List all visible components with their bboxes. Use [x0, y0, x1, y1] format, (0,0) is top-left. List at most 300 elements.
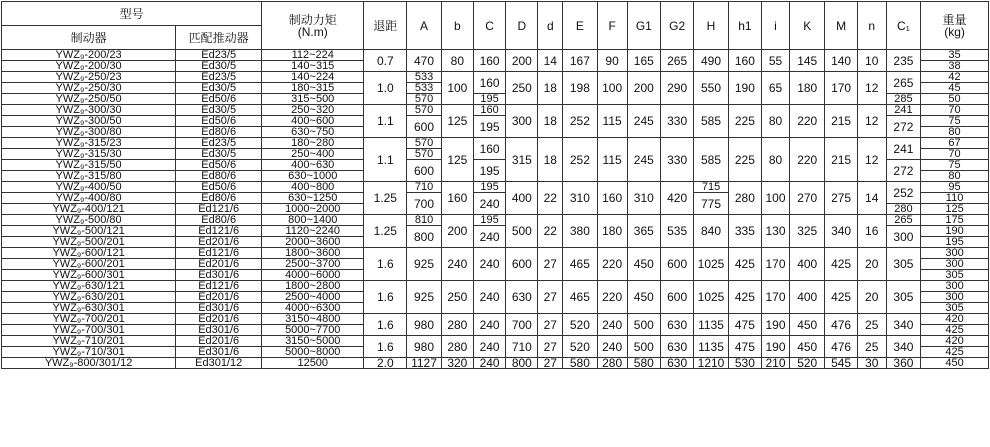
table-row — [2, 281, 989, 292]
cell-torque: 400~600 — [262, 116, 364, 127]
cell-torque: 12500 — [262, 358, 364, 369]
cell-weight: 35 — [921, 50, 989, 61]
cell-weight: 110 — [921, 193, 989, 204]
cell-n: 20 — [857, 248, 886, 281]
cell-d: 27 — [538, 314, 563, 336]
cell-F: 115 — [597, 138, 627, 182]
cell-torque: 3150~4800 — [262, 314, 364, 325]
cell-pusher: Ed201/6 — [176, 314, 262, 325]
cell-retreat: 1.0 — [364, 72, 407, 105]
header-b: b — [441, 2, 473, 50]
cell-n: 12 — [857, 72, 886, 105]
cell-F: 220 — [597, 281, 627, 314]
cell-h1: 225 — [728, 138, 761, 182]
cell-E: 252 — [563, 105, 597, 138]
cell-model: YWZ₉-200/30 — [2, 61, 176, 72]
cell-b: 80 — [441, 50, 473, 72]
cell-torque: 630~1000 — [262, 171, 364, 182]
header-K: K — [789, 2, 824, 50]
header-H: H — [694, 2, 728, 50]
cell-E: 167 — [563, 50, 597, 72]
cell-pusher: Ed201/6 — [176, 336, 262, 347]
cell-n: 30 — [857, 358, 886, 369]
cell-i: 170 — [762, 281, 790, 314]
cell-pusher: Ed121/6 — [176, 226, 262, 237]
cell-i: 55 — [762, 50, 790, 72]
cell-d: 18 — [538, 105, 563, 138]
cell-weight: 70 — [921, 149, 989, 160]
cell-weight: 300 — [921, 248, 989, 259]
cell-model: YWZ₉-600/121 — [2, 248, 176, 259]
table-row — [2, 138, 989, 149]
cell-d: 18 — [538, 138, 563, 182]
cell-n: 20 — [857, 281, 886, 314]
cell-C: 160 — [473, 50, 505, 72]
cell-retreat: 1.6 — [364, 248, 407, 281]
cell-G1: 450 — [627, 248, 660, 281]
cell-model: YWZ₉-250/30 — [2, 83, 176, 94]
cell-D: 630 — [506, 281, 538, 314]
cell-E: 380 — [563, 215, 597, 248]
header-torque — [262, 2, 364, 50]
cell-torque: 2500~4000 — [262, 292, 364, 303]
cell-A: 710 — [407, 182, 441, 193]
cell-C: 240 — [473, 281, 505, 314]
cell-G1: 245 — [627, 138, 660, 182]
cell-C: 240 — [473, 248, 505, 281]
cell-b: 280 — [441, 314, 473, 336]
cell-weight: 305 — [921, 270, 989, 281]
header-brake: 制动器 — [2, 26, 176, 50]
cell-model: YWZ₉-315/50 — [2, 160, 176, 171]
cell-D: 710 — [506, 336, 538, 358]
cell-i: 80 — [762, 138, 790, 182]
cell-model: YWZ₉-630/201 — [2, 292, 176, 303]
cell-E: 252 — [563, 138, 597, 182]
header-G1: G1 — [627, 2, 660, 50]
cell-weight: 420 — [921, 336, 989, 347]
cell-G2: 330 — [660, 138, 693, 182]
cell-C: 160 — [473, 105, 505, 116]
cell-pusher: Ed301/6 — [176, 270, 262, 281]
cell-i: 65 — [762, 72, 790, 105]
cell-K: 400 — [789, 281, 824, 314]
header-n: n — [857, 2, 886, 50]
table-row — [2, 314, 989, 325]
cell-retreat: 2.0 — [364, 358, 407, 369]
cell-pusher: Ed30/5 — [176, 83, 262, 94]
cell-b: 280 — [441, 336, 473, 358]
cell-h1: 225 — [728, 105, 761, 138]
cell-A: 570 — [407, 94, 441, 105]
cell-C: 240 — [473, 226, 505, 248]
header-torque-unit: (N.m) — [297, 24, 328, 39]
cell-H: 490 — [694, 50, 728, 72]
cell-model: YWZ₉-500/201 — [2, 237, 176, 248]
cell-torque: 1800~3600 — [262, 248, 364, 259]
header-retreat: 退距 — [364, 2, 407, 50]
cell-G1: 310 — [627, 182, 660, 215]
cell-torque: 315~500 — [262, 94, 364, 105]
cell-C: 195 — [473, 160, 505, 182]
cell-retreat: 1.6 — [364, 336, 407, 358]
cell-M: 215 — [825, 138, 857, 182]
cell-i: 210 — [762, 358, 790, 369]
cell-pusher: Ed201/6 — [176, 259, 262, 270]
cell-E: 310 — [563, 182, 597, 215]
cell-h1: 190 — [728, 72, 761, 105]
cell-C1: 272 — [886, 116, 920, 138]
cell-K: 220 — [789, 138, 824, 182]
cell-i: 170 — [762, 248, 790, 281]
cell-K: 450 — [789, 314, 824, 336]
header-D: D — [506, 2, 538, 50]
table-row — [2, 215, 989, 226]
cell-H: 1025 — [694, 248, 728, 281]
cell-G2: 630 — [660, 336, 693, 358]
cell-model: YWZ₉-700/201 — [2, 314, 176, 325]
cell-torque: 180~315 — [262, 83, 364, 94]
cell-A: 810 — [407, 215, 441, 226]
header-A: A — [407, 2, 441, 50]
cell-M: 340 — [825, 215, 857, 248]
header-row-1 — [2, 2, 989, 26]
cell-weight: 67 — [921, 138, 989, 149]
cell-torque: 3150~5000 — [262, 336, 364, 347]
cell-A: 570 — [407, 105, 441, 116]
cell-model: YWZ₉-700/301 — [2, 325, 176, 336]
cell-retreat: 1.6 — [364, 281, 407, 314]
cell-torque: 5000~8000 — [262, 347, 364, 358]
cell-pusher: Ed201/6 — [176, 292, 262, 303]
cell-weight: 75 — [921, 116, 989, 127]
cell-C1: 272 — [886, 160, 920, 182]
cell-H: 1210 — [694, 358, 728, 369]
cell-K: 520 — [789, 358, 824, 369]
cell-weight: 300 — [921, 281, 989, 292]
cell-M: 425 — [825, 281, 857, 314]
cell-weight: 425 — [921, 325, 989, 336]
cell-A: 980 — [407, 314, 441, 336]
cell-pusher: Ed80/6 — [176, 171, 262, 182]
cell-A: 533 — [407, 72, 441, 83]
cell-n: 25 — [857, 336, 886, 358]
cell-pusher: Ed50/6 — [176, 160, 262, 171]
cell-M: 476 — [825, 314, 857, 336]
cell-pusher: Ed301/6 — [176, 347, 262, 358]
cell-weight: 300 — [921, 259, 989, 270]
cell-d: 22 — [538, 215, 563, 248]
table-row — [2, 182, 989, 193]
cell-weight: 80 — [921, 127, 989, 138]
cell-C1: 305 — [886, 281, 920, 314]
cell-pusher: Ed121/6 — [176, 204, 262, 215]
cell-n: 25 — [857, 314, 886, 336]
cell-weight: 420 — [921, 314, 989, 325]
cell-pusher: Ed50/6 — [176, 182, 262, 193]
cell-A: 925 — [407, 248, 441, 281]
cell-d: 18 — [538, 72, 563, 105]
cell-C: 160 — [473, 138, 505, 160]
cell-H: 550 — [694, 72, 728, 105]
cell-model: YWZ₉-710/201 — [2, 336, 176, 347]
cell-F: 100 — [597, 72, 627, 105]
cell-A: 533 — [407, 83, 441, 94]
cell-K: 145 — [789, 50, 824, 72]
cell-F: 240 — [597, 314, 627, 336]
cell-pusher: Ed201/6 — [176, 237, 262, 248]
cell-weight: 125 — [921, 204, 989, 215]
cell-model: YWZ₉-300/50 — [2, 116, 176, 127]
cell-n: 12 — [857, 138, 886, 182]
cell-weight: 45 — [921, 83, 989, 94]
cell-torque: 2500~3700 — [262, 259, 364, 270]
header-torque-label: 制动力矩 — [288, 12, 337, 27]
cell-d: 22 — [538, 182, 563, 215]
cell-weight: 80 — [921, 171, 989, 182]
header-d: d — [538, 2, 563, 50]
cell-C1: 340 — [886, 336, 920, 358]
cell-h1: 530 — [728, 358, 761, 369]
cell-C: 160 — [473, 72, 505, 94]
cell-G1: 450 — [627, 281, 660, 314]
cell-G2: 600 — [660, 281, 693, 314]
cell-weight: 305 — [921, 303, 989, 314]
cell-torque: 250~320 — [262, 105, 364, 116]
cell-E: 520 — [563, 336, 597, 358]
cell-D: 800 — [506, 358, 538, 369]
cell-torque: 1800~2800 — [262, 281, 364, 292]
cell-pusher: Ed50/6 — [176, 94, 262, 105]
cell-pusher: Ed301/6 — [176, 303, 262, 314]
cell-C: 195 — [473, 94, 505, 105]
cell-A: 925 — [407, 281, 441, 314]
cell-torque: 5000~7700 — [262, 325, 364, 336]
cell-pusher: Ed50/6 — [176, 116, 262, 127]
cell-C: 195 — [473, 215, 505, 226]
cell-K: 220 — [789, 105, 824, 138]
cell-model: YWZ₉-250/23 — [2, 72, 176, 83]
cell-i: 190 — [762, 314, 790, 336]
cell-model: YWZ₉-250/50 — [2, 94, 176, 105]
cell-C1: 241 — [886, 105, 920, 116]
table-row — [2, 358, 989, 369]
cell-h1: 335 — [728, 215, 761, 248]
cell-C: 240 — [473, 193, 505, 215]
cell-M: 425 — [825, 248, 857, 281]
table-row — [2, 336, 989, 347]
cell-torque: 4000~6000 — [262, 270, 364, 281]
cell-H: 840 — [694, 215, 728, 248]
cell-weight: 190 — [921, 226, 989, 237]
cell-b: 100 — [441, 72, 473, 105]
cell-d: 27 — [538, 336, 563, 358]
cell-weight: 450 — [921, 358, 989, 369]
header-weight-label: 重量 — [942, 12, 967, 27]
cell-H: 585 — [694, 138, 728, 182]
cell-C1: 252 — [886, 182, 920, 204]
cell-torque: 250~400 — [262, 149, 364, 160]
cell-model: YWZ₉-630/121 — [2, 281, 176, 292]
cell-model: YWZ₉-315/80 — [2, 171, 176, 182]
cell-weight: 175 — [921, 215, 989, 226]
cell-G2: 330 — [660, 105, 693, 138]
cell-H: 1025 — [694, 281, 728, 314]
cell-G1: 365 — [627, 215, 660, 248]
cell-E: 580 — [563, 358, 597, 369]
cell-C: 195 — [473, 182, 505, 193]
cell-torque: 1120~2240 — [262, 226, 364, 237]
cell-model: YWZ₉-710/301 — [2, 347, 176, 358]
cell-weight: 300 — [921, 292, 989, 303]
cell-model: YWZ₉-315/23 — [2, 138, 176, 149]
cell-G2: 630 — [660, 358, 693, 369]
cell-K: 450 — [789, 336, 824, 358]
spec-table — [1, 1, 989, 369]
cell-d: 27 — [538, 358, 563, 369]
cell-pusher: Ed301/12 — [176, 358, 262, 369]
cell-retreat: 1.1 — [364, 138, 407, 182]
cell-H: 1135 — [694, 336, 728, 358]
cell-F: 160 — [597, 182, 627, 215]
cell-H: 585 — [694, 105, 728, 138]
cell-weight: 195 — [921, 237, 989, 248]
cell-torque: 2000~3600 — [262, 237, 364, 248]
cell-pusher: Ed23/5 — [176, 138, 262, 149]
cell-C1: 340 — [886, 314, 920, 336]
header-weight — [921, 2, 989, 50]
cell-pusher: Ed80/6 — [176, 127, 262, 138]
cell-D: 500 — [506, 215, 538, 248]
cell-G2: 420 — [660, 182, 693, 215]
cell-C1: 241 — [886, 138, 920, 160]
cell-retreat: 0.7 — [364, 50, 407, 72]
cell-torque: 140~224 — [262, 72, 364, 83]
cell-H: 715 — [694, 182, 728, 193]
cell-H: 775 — [694, 193, 728, 215]
cell-C: 240 — [473, 336, 505, 358]
cell-pusher: Ed23/5 — [176, 50, 262, 61]
cell-M: 140 — [825, 50, 857, 72]
cell-weight: 75 — [921, 160, 989, 171]
cell-model: YWZ₉-800/301/12 — [2, 358, 176, 369]
cell-i: 190 — [762, 336, 790, 358]
cell-h1: 280 — [728, 182, 761, 215]
cell-F: 115 — [597, 105, 627, 138]
cell-A: 470 — [407, 50, 441, 72]
cell-model: YWZ₉-400/121 — [2, 204, 176, 215]
header-weight-unit: (kg) — [944, 24, 965, 39]
cell-C: 195 — [473, 116, 505, 138]
cell-h1: 425 — [728, 281, 761, 314]
cell-pusher: Ed121/6 — [176, 248, 262, 259]
cell-weight: 95 — [921, 182, 989, 193]
cell-d: 27 — [538, 248, 563, 281]
cell-E: 465 — [563, 281, 597, 314]
cell-b: 320 — [441, 358, 473, 369]
cell-b: 240 — [441, 248, 473, 281]
cell-h1: 475 — [728, 336, 761, 358]
cell-G1: 500 — [627, 336, 660, 358]
cell-torque: 112~224 — [262, 50, 364, 61]
cell-K: 400 — [789, 248, 824, 281]
table-row — [2, 105, 989, 116]
cell-model: YWZ₉-400/50 — [2, 182, 176, 193]
cell-F: 240 — [597, 336, 627, 358]
cell-model: YWZ₉-200/23 — [2, 50, 176, 61]
cell-pusher: Ed80/6 — [176, 215, 262, 226]
cell-C1: 285 — [886, 94, 920, 105]
cell-A: 1127 — [407, 358, 441, 369]
cell-G2: 535 — [660, 215, 693, 248]
cell-torque: 1000~2000 — [262, 204, 364, 215]
cell-E: 465 — [563, 248, 597, 281]
cell-C1: 265 — [886, 72, 920, 94]
header-C: C — [473, 2, 505, 50]
cell-model: YWZ₉-315/30 — [2, 149, 176, 160]
cell-G1: 165 — [627, 50, 660, 72]
cell-model: YWZ₉-600/201 — [2, 259, 176, 270]
header-h1: h1 — [728, 2, 761, 50]
cell-torque: 180~280 — [262, 138, 364, 149]
cell-E: 520 — [563, 314, 597, 336]
cell-h1: 160 — [728, 50, 761, 72]
cell-M: 545 — [825, 358, 857, 369]
cell-pusher: Ed80/6 — [176, 193, 262, 204]
cell-d: 14 — [538, 50, 563, 72]
cell-model: YWZ₉-300/80 — [2, 127, 176, 138]
cell-F: 90 — [597, 50, 627, 72]
cell-n: 12 — [857, 105, 886, 138]
cell-A: 980 — [407, 336, 441, 358]
cell-D: 400 — [506, 182, 538, 215]
cell-F: 180 — [597, 215, 627, 248]
cell-M: 215 — [825, 105, 857, 138]
cell-model: YWZ₉-500/121 — [2, 226, 176, 237]
cell-weight: 42 — [921, 72, 989, 83]
cell-n: 16 — [857, 215, 886, 248]
cell-C1: 300 — [886, 226, 920, 248]
cell-pusher: Ed30/5 — [176, 61, 262, 72]
cell-model: YWZ₉-400/80 — [2, 193, 176, 204]
cell-D: 315 — [506, 138, 538, 182]
table-row — [2, 248, 989, 259]
cell-torque: 400~630 — [262, 160, 364, 171]
cell-A: 700 — [407, 193, 441, 215]
cell-G1: 580 — [627, 358, 660, 369]
cell-torque: 4000~6300 — [262, 303, 364, 314]
cell-pusher: Ed30/5 — [176, 105, 262, 116]
cell-b: 125 — [441, 138, 473, 182]
cell-K: 180 — [789, 72, 824, 105]
cell-torque: 800~1400 — [262, 215, 364, 226]
cell-n: 14 — [857, 182, 886, 215]
cell-D: 700 — [506, 314, 538, 336]
cell-D: 250 — [506, 72, 538, 105]
cell-A: 600 — [407, 116, 441, 138]
header-model: 型号 — [2, 2, 262, 26]
table-row — [2, 50, 989, 61]
cell-d: 27 — [538, 281, 563, 314]
cell-H: 1135 — [694, 314, 728, 336]
cell-pusher: Ed301/6 — [176, 325, 262, 336]
cell-torque: 630~750 — [262, 127, 364, 138]
cell-pusher: Ed23/5 — [176, 72, 262, 83]
cell-i: 100 — [762, 182, 790, 215]
cell-G2: 265 — [660, 50, 693, 72]
cell-C: 240 — [473, 358, 505, 369]
cell-i: 80 — [762, 105, 790, 138]
